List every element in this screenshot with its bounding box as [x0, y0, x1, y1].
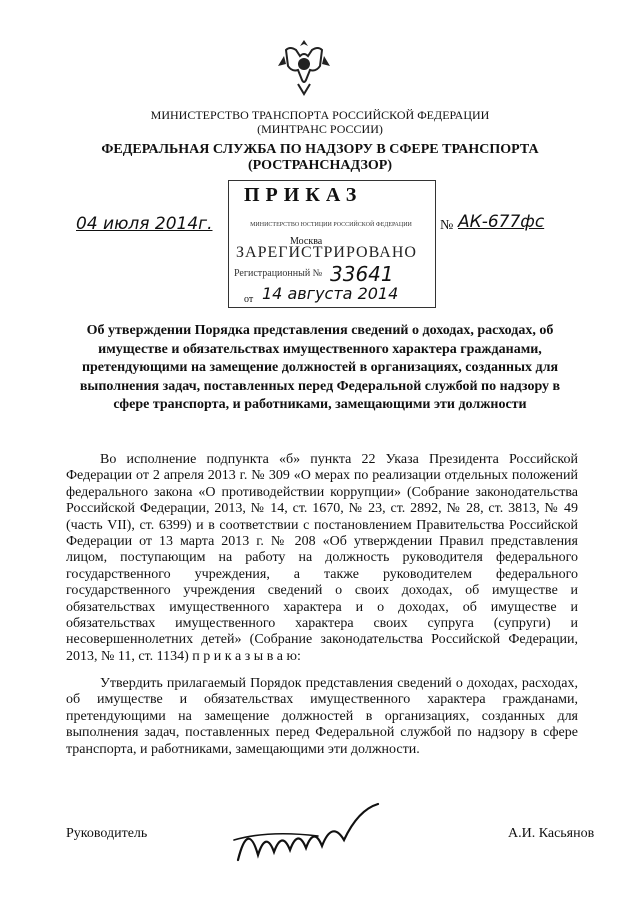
body-paragraph-2: Утвердить прилагаемый Порядок представления сведений о доходах, расходах, об имуществе и обязательствах имущественного характера гражданами, претендующими на замещение должностей в организациях, созданных для выполнения задач, поставленных перед Федеральной службой по надзору в сфере транспорта, и работниками, замещающими эти должности.	[66, 676, 578, 757]
body-paragraph-1: Во исполнение подпункта «б» пункта 22 Указа Президента Российской Федерации от 2 апреля 2013 г. № 309 «О мерах по реализации отдельных положений федерального закона «О противодействии коррупции» (Собрание законодательства Российской Федерации, 2013, № 14, ст. 1670, № 23, ст. 2892, № 28, ст. 3813, № 49 (часть VII), ст. 6399) и в соответствии с постановлением Правительства Российской Федерации от 13 марта 2013 г. № 208 «Об утверждении Правил представления лицом, поступающим на работу на должность руководителя федерального государственного учреждения, а также руководителем федерального государственного учреждения сведений о своих доходах, об имуществе и обязательствах имущественного характера и о доходах, об имуществе и обязательствах имущественного характера своих супруга (супруги) и несовершеннолетних детей» (Собрание законодательства Российской Федерации, 2013, № 11, ст. 1134) п р и к а з ы в а ю:	[66, 452, 578, 664]
signer-name: А.И. Касьянов	[508, 826, 595, 841]
signer-position: Руководитель	[66, 826, 148, 841]
coat-of-arms-emblem	[276, 36, 332, 98]
order-heading: ПРИКАЗ	[244, 184, 363, 206]
order-number-sign: №	[440, 218, 454, 233]
stamp-reg-date: 14 августа 2014	[262, 284, 399, 303]
ministry-name: МИНИСТЕРСТВО ТРАНСПОРТА РОССИЙСКОЙ ФЕДЕРАЦИИ	[150, 108, 490, 122]
stamp-registered: ЗАРЕГИСТРИРОВАНО	[236, 244, 417, 261]
handwritten-signature	[228, 800, 398, 876]
stamp-ministry-text: МИНИСТЕРСТВО ЮСТИЦИИ РОССИЙСКОЙ ФЕДЕРАЦИИ	[250, 222, 412, 228]
stamp-reg-number-label: Регистрационный №	[234, 268, 323, 279]
order-number: АК-677фс	[458, 212, 545, 232]
stamp-reg-from-label: от	[244, 294, 254, 305]
order-date: 04 июля 2014г.	[76, 214, 213, 234]
document-title: Об утверждении Порядка представления сведений о доходах, расходах, об имуществе и обязательствах имущественного характера гражданами, претендующими на замещение должностей в организациях, созданных для выполнения задач, поставленных перед Федеральной службой по надзору в сфере транспорта, и работниками, замещающими эти должности	[79, 323, 561, 412]
stamp-reg-number: 33641	[330, 262, 394, 286]
service-header	[0, 142, 640, 174]
stamp-city: Москва	[290, 236, 323, 247]
ministry-header	[0, 108, 640, 136]
ministry-abbreviation: (МИНТРАНС РОССИИ)	[257, 122, 383, 136]
service-abbreviation: (РОСТРАНСНАДЗОР)	[248, 158, 392, 173]
service-name: ФЕДЕРАЛЬНАЯ СЛУЖБА ПО НАДЗОРУ В СФЕРЕ ТРАНСПОРТА	[101, 142, 539, 157]
